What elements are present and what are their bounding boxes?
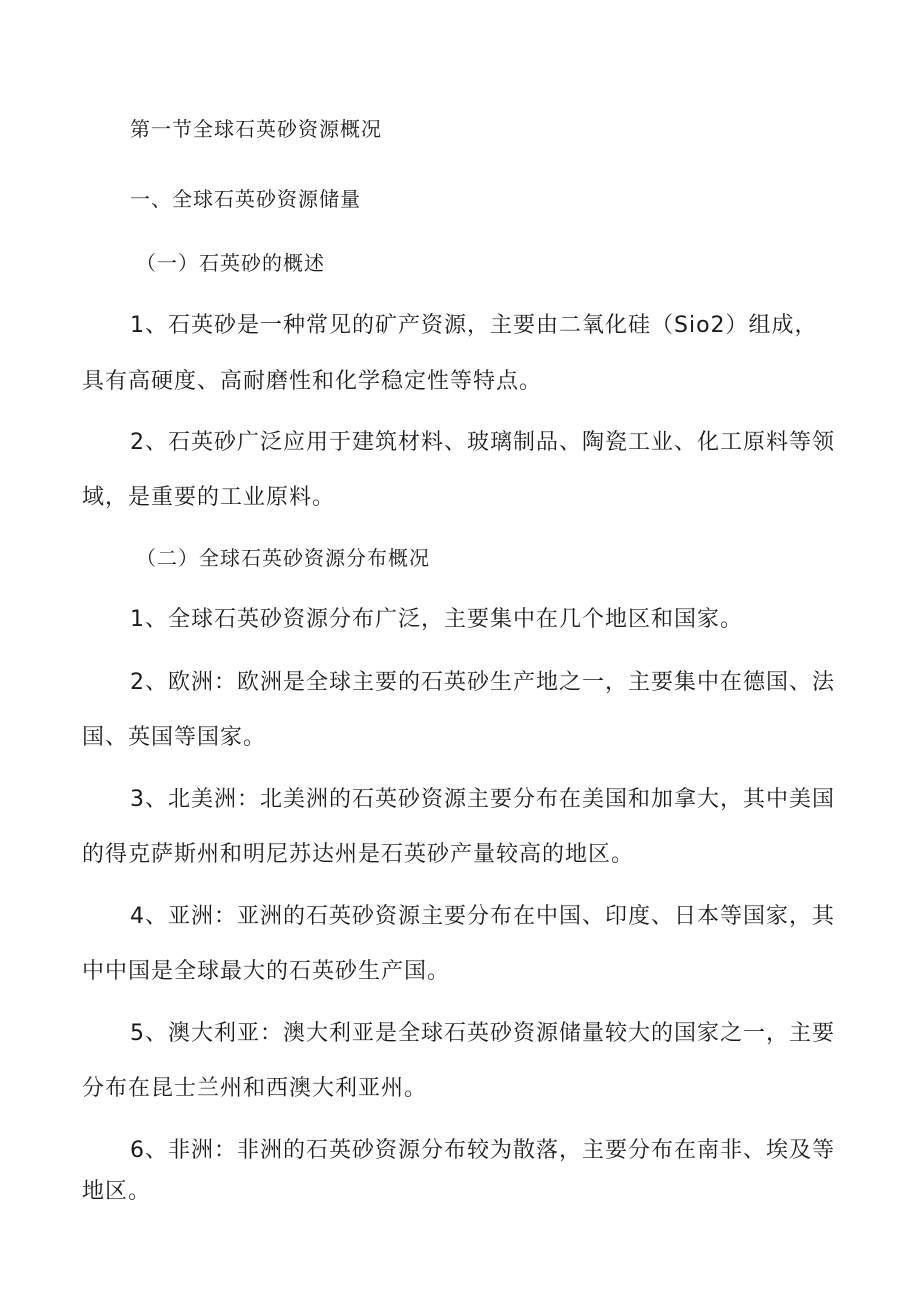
paragraph-6-line-2: 中中国是全球最大的石英砂生产国。	[82, 959, 451, 984]
paragraph-3-line-1: 1、全球石英砂资源分布广泛，主要集中在几个地区和国家。	[130, 607, 743, 632]
paragraph-1-line-2: 具有高硬度、高耐磨性和化学稳定性等特点。	[82, 369, 543, 394]
heading-1: 一、全球石英砂资源储量	[130, 187, 361, 211]
paragraph-4-line-2: 国、英国等国家。	[82, 725, 267, 750]
paragraph-5-line-2: 的得克萨斯州和明尼苏达州是石英砂产量较高的地区。	[82, 842, 635, 867]
paragraph-5-line-1: 3、北美洲：北美洲的石英砂资源主要分布在美国和加拿大，其中美国	[130, 787, 835, 812]
paragraph-8-line-2: 地区。	[82, 1179, 152, 1204]
paragraph-6-line-1: 4、亚洲：亚洲的石英砂资源主要分布在中国、印度、日本等国家，其	[130, 904, 835, 929]
paragraph-4-line-1: 2、欧洲：欧洲是全球主要的石英砂生产地之一，主要集中在德国、法	[130, 670, 835, 695]
subheading-1: （一）石英砂的概述	[136, 251, 325, 275]
paragraph-2-line-1: 2、石英砂广泛应用于建筑材料、玻璃制品、陶瓷工业、化工原料等领	[130, 430, 835, 455]
section-title: 第一节全球石英砂资源概况	[130, 117, 382, 141]
paragraph-2-line-2: 域，是重要的工业原料。	[82, 485, 336, 510]
paragraph-1-line-1: 1、石英砂是一种常见的矿产资源，主要由二氧化硅（Sio2）组成，	[130, 313, 818, 338]
paragraph-7-line-1: 5、澳大利亚：澳大利亚是全球石英砂资源储量较大的国家之一，主要	[130, 1021, 835, 1046]
subheading-2: （二）全球石英砂资源分布概况	[136, 546, 430, 570]
paragraph-7-line-2: 分布在昆士兰州和西澳大利亚州。	[82, 1076, 428, 1101]
paragraph-8-line-1: 6、非洲：非洲的石英砂资源分布较为散落，主要分布在南非、埃及等	[130, 1138, 835, 1163]
